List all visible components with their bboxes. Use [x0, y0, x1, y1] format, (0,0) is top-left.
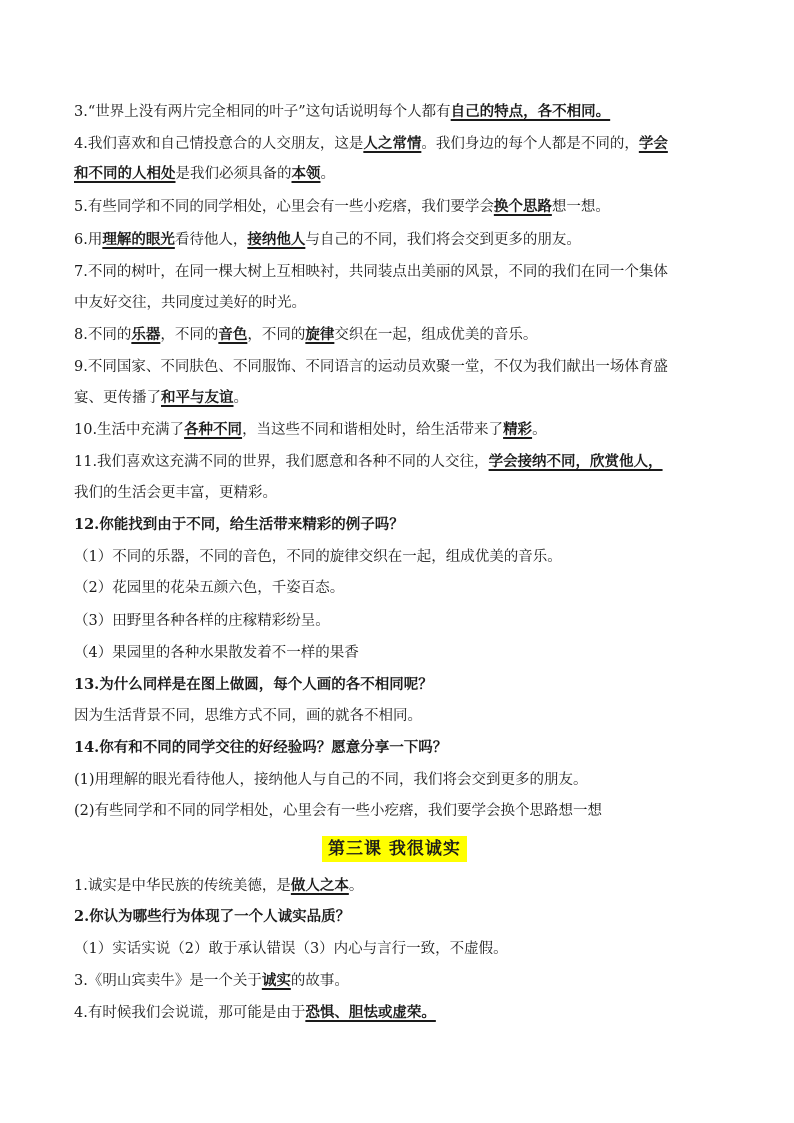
key-phrase: 音色: [218, 326, 248, 343]
line-text: 交织在一起，组成优美的音乐。: [334, 327, 538, 343]
line-text: 看待他人，: [174, 232, 248, 248]
text-line: [74, 738, 726, 758]
line-text: （4）果园里的各种水果散发着不一样的果香: [74, 645, 359, 661]
text-line: [74, 293, 726, 313]
text-line: [74, 1003, 726, 1023]
text-line: [74, 357, 726, 377]
key-phrase: 本领: [291, 165, 321, 182]
line-text: 5.有些同学和不同的同学相处，心里会有一些小疙瘩，我们要学会: [74, 199, 494, 215]
line-text: （1）不同的乐器，不同的音色，不同的旋律交织在一起，组成优美的音乐。: [74, 549, 562, 565]
text-line: [74, 611, 726, 631]
question-text: 13.为什么同样是在图上做圆，每个人画的各不相同呢？: [74, 676, 433, 693]
text-line: [74, 102, 726, 122]
text-line: [74, 971, 726, 991]
text-line: [74, 907, 726, 927]
key-phrase: 人之常情: [363, 135, 422, 152]
text-line: [74, 675, 726, 695]
text-line: [74, 230, 726, 250]
text-line: [74, 643, 726, 663]
line-text: 与自己的不同，我们将会交到更多的朋友。: [305, 232, 581, 248]
key-phrase: 学会: [638, 135, 668, 152]
text-line: [74, 262, 726, 282]
text-line: [74, 515, 726, 535]
key-phrase: 乐器: [131, 326, 161, 343]
key-phrase: 和不同的人相处: [74, 165, 176, 182]
text-line: [74, 801, 726, 821]
line-text: 。: [233, 390, 248, 406]
line-text: 中友好交往，共同度过美好的时光。: [74, 295, 306, 311]
line-text: （2）花园里的花朵五颜六色，千姿百态。: [74, 580, 345, 596]
text-line: [74, 452, 726, 472]
line-text: 因为生活背景不同，思维方式不同，画的就各不相同。: [74, 708, 422, 724]
question-text: 12.你能找到由于不同，给生活带来精彩的例子吗？: [74, 516, 404, 533]
line-text: 7.不同的树叶，在同一棵大树上互相映衬，共同装点出美丽的风景，不同的我们在同一个集体: [74, 264, 668, 280]
key-phrase: 理解的眼光: [102, 231, 175, 248]
key-phrase: 旋律: [305, 326, 335, 343]
line-text: 4.有时候我们会说谎，那可能是由于: [74, 1005, 306, 1021]
line-text: ，当这些不同和谐相处时，给生活带来了: [242, 422, 504, 438]
line-text: 想一想。: [551, 199, 610, 215]
line-text: 8.不同的: [74, 327, 132, 343]
text-line: [74, 876, 726, 896]
key-phrase: 学会接纳不同，欣赏他人，: [488, 453, 663, 470]
text-line: [74, 197, 726, 217]
text-line: [74, 325, 726, 345]
line-text: 。: [532, 422, 547, 438]
key-phrase: 接纳他人: [247, 231, 306, 248]
key-phrase: 精彩: [503, 421, 533, 438]
line-text: 4.我们喜欢和自己情投意合的人交朋友，这是: [74, 136, 364, 152]
line-text: 是我们必须具备的: [175, 166, 292, 182]
text-line: [74, 939, 726, 959]
line-text: ，不同的: [247, 327, 306, 343]
question-text: 2.你认为哪些行为体现了一个人诚实品质？: [74, 908, 351, 925]
key-phrase: 诚实: [261, 972, 291, 989]
line-text: (2)有些同学和不同的同学相处，心里会有一些小疙瘩，我们要学会换个思路想一想: [74, 803, 603, 819]
line-text: 。: [320, 166, 335, 182]
key-phrase: 自己的特点，各不相同。: [450, 103, 611, 120]
key-phrase: 换个思路: [493, 198, 552, 215]
line-text: 。: [348, 878, 364, 894]
text-line: [74, 578, 726, 598]
text-line: [74, 483, 726, 503]
key-phrase: 恐惧、胆怯或虚荣。: [305, 1004, 436, 1021]
line-text: 10.生活中充满了: [74, 422, 185, 438]
text-line: [74, 770, 726, 790]
text-line: [74, 706, 726, 726]
section-heading: 第三课 我很诚实: [322, 836, 467, 862]
question-text: 14.你有和不同的同学交往的好经验吗？愿意分享一下吗？: [74, 739, 448, 756]
line-text: （1）实话实说（2）敢于承认错误（3）内心与言行一致，不虚假。: [74, 941, 508, 957]
text-line: [74, 547, 726, 567]
text-line: [74, 134, 726, 154]
line-text: （3）田野里各种各样的庄稼精彩纷呈。: [74, 613, 330, 629]
line-text: 6.用: [74, 232, 103, 248]
key-phrase: 和平与友谊: [161, 389, 234, 406]
text-line: [74, 164, 726, 184]
line-text: 。我们身边的每个人都是不同的，: [421, 136, 639, 152]
line-text: 3.《明山宾卖牛》是一个关于: [74, 973, 262, 989]
line-text: 宴、更传播了: [74, 390, 161, 406]
text-line: [74, 420, 726, 440]
key-phrase: 各种不同: [184, 421, 243, 438]
line-text: 我们的生活会更丰富，更精彩。: [74, 485, 277, 501]
line-text: 的故事。: [290, 973, 349, 989]
line-text: 3.“世界上没有两片完全相同的叶子”这句话说明每个人都有: [74, 104, 451, 120]
line-text: 9.不同国家、不同肤色、不同服饰、不同语言的运动员欢聚一堂，不仅为我们献出一场体育盛: [74, 359, 668, 375]
text-line: [74, 388, 726, 408]
line-text: 1.诚实是中华民族的传统美德，是: [74, 878, 291, 894]
line-text: (1)用理解的眼光看待他人，接纳他人与自己的不同，我们将会交到更多的朋友。: [74, 772, 588, 788]
line-text: 11.我们喜欢这充满不同的世界，我们愿意和各种不同的人交往，: [74, 454, 489, 470]
key-phrase: 做人之本: [290, 877, 349, 894]
line-text: ，不同的: [160, 327, 219, 343]
